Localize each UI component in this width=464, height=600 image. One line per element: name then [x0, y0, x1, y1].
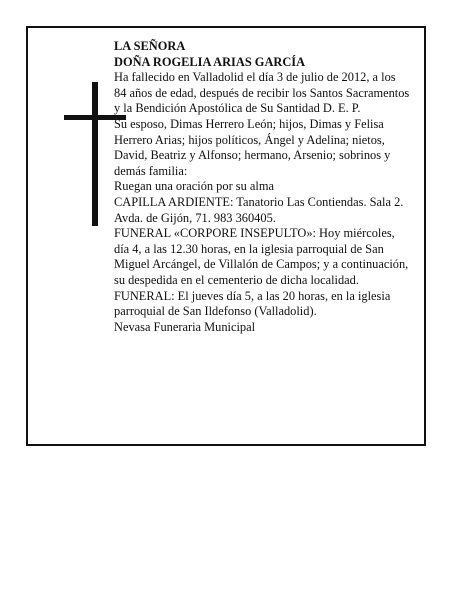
family-list: Su esposo, Dimas Herrero León; hijos, Dimas y Felisa Herrero Arias; hijos políticos, Ángel y Adelina; nietos, David, Beatriz y Alfonso; hermano, Arsenio; sobrinos y demás familia:: [114, 116, 391, 178]
death-announcement: Ha fallecido en Valladolid el día 3 de julio de 2012, a los 84 años de edad, después de recibir los Santos Sacramentos y la Bendición Apostólica de Su Santidad D. E. P.: [114, 70, 410, 116]
funeral-home: Nevasa Funeraria Municipal: [114, 319, 256, 334]
chapel-info: CAPILLA ARDIENTE: Tanatorio Las Contiendas. Sala 2. Avda. de Gijón, 71. 983 360405.: [114, 194, 404, 225]
cross-vertical-bar: [92, 82, 98, 226]
prayer-request: Ruegan una oración por su alma: [114, 179, 274, 194]
funeral-thursday: FUNERAL: El jueves día 5, a las 20 horas, en la iglesia parroquial de San Ildefonso (Valladolid).: [114, 288, 391, 319]
obituary-text: [114, 39, 410, 335]
funeral-corpore-insepulto: FUNERAL «CORPORE INSEPULTO»: Hoy miércoles, día 4, a las 12.30 horas, en la iglesia parroquial de San Miguel Arcángel, de Villalón de Campos; y a continuación, su despedida en el cementerio de dicha localidad.: [114, 226, 409, 287]
deceased-name: DOÑA ROGELIA ARIAS GARCÍA: [114, 54, 306, 69]
notice-title-line-1: LA SEÑORA: [114, 39, 186, 53]
